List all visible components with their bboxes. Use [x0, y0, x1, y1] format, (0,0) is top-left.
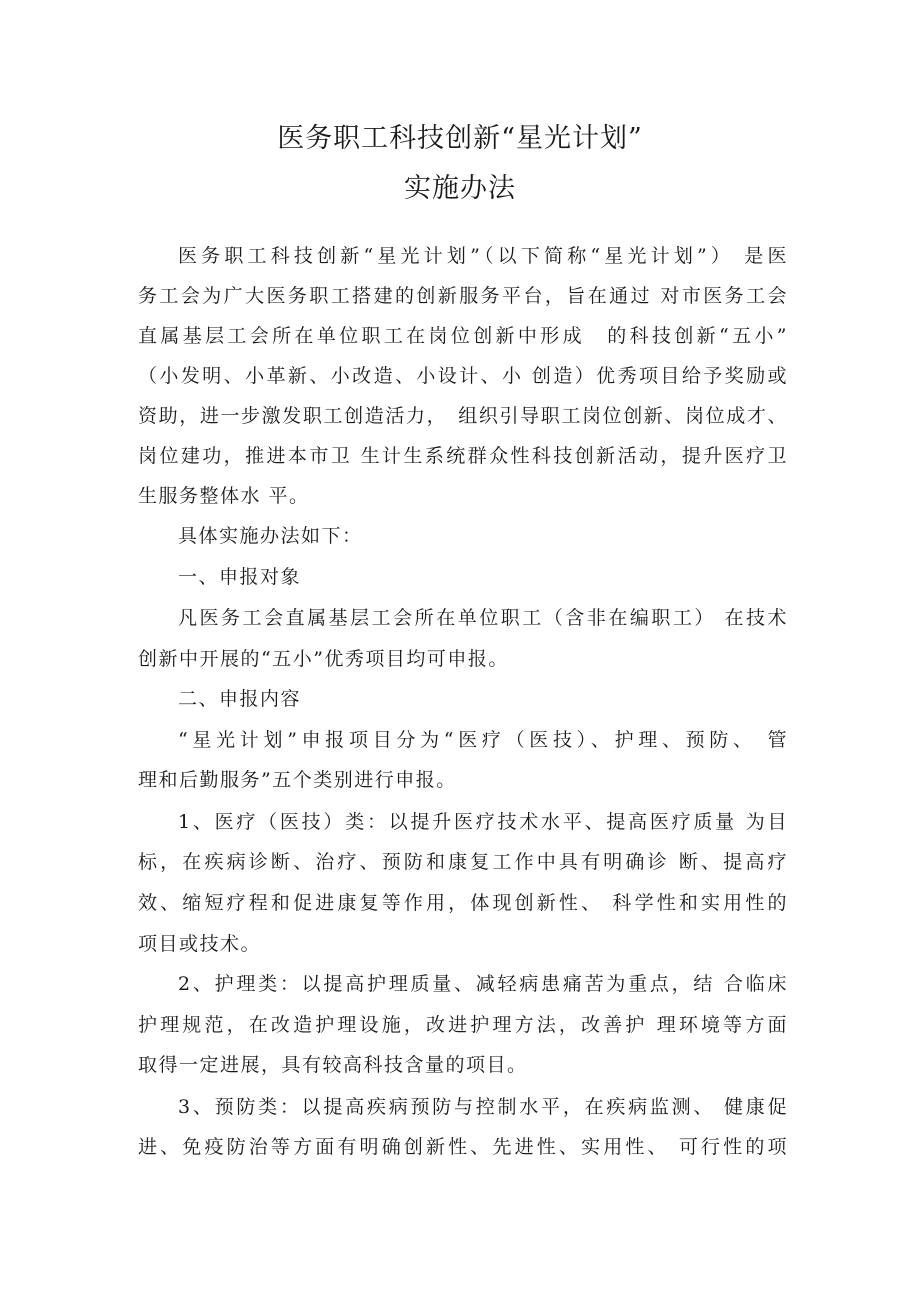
paragraph-line: 标，在疾病诊断、治疗、预防和康复工作中具有明确诊 断、提高疗 — [138, 851, 788, 873]
paragraph-line: “星光计划”申报项目分为“医疗（医技）、护理、预防、 管 — [178, 729, 788, 751]
paragraph-line: 具体实施办法如下： — [178, 525, 363, 547]
paragraph-line: 岗位建功，推进本市卫 生计生系统群众性科技创新活动，提升医疗卫 — [138, 445, 788, 467]
section-heading: 二、申报内容 — [178, 688, 302, 710]
paragraph-line: 医务职工科技创新“星光计划”（以下简称“星光计划”） 是医 — [178, 245, 788, 267]
document-title: 医务职工科技创新“星光计划” — [277, 123, 643, 154]
document-subtitle: 实施办法 — [404, 173, 516, 204]
paragraph-line: 进、免疫防治等方面有明确创新性、先进性、实用性、 可行性的项 — [138, 1136, 788, 1158]
paragraph-line: 资助，进一步激发职工创造活力， 组织引导职工岗位创新、岗位成才、 — [138, 405, 788, 427]
paragraph-line: （小发明、小革新、小改造、小设计、小 创造）优秀项目给予奖励或 — [138, 365, 788, 387]
paragraph-line: 项目或技术。 — [138, 933, 262, 955]
paragraph-line: 2、护理类：以提高护理质量、减轻病患痛苦为重点，结 合临床 — [178, 973, 788, 995]
paragraph-line: 护理规范，在改造护理设施，改进护理方法，改善护 理环境等方面 — [138, 1014, 788, 1036]
paragraph-line: 取得一定进展，具有较高科技含量的项目。 — [138, 1054, 528, 1076]
paragraph-line: 务工会为广大医务职工搭建的创新服务平台，旨在通过 对市医务工会 — [138, 285, 788, 307]
paragraph-line: 直属基层工会所在单位职工在岗位创新中形成 的科技创新“五小” — [138, 325, 788, 347]
paragraph-line: 生服务整体水 平。 — [138, 485, 310, 507]
section-heading: 一、申报对象 — [178, 566, 302, 588]
paragraph-line: 效、缩短疗程和促进康复等作用，体现创新性、 科学性和实用性的 — [138, 892, 788, 914]
paragraph-line: 创新中开展的“五小”优秀项目均可申报。 — [138, 648, 509, 670]
paragraph-line: 凡医务工会直属基层工会所在单位职工（含非在编职工） 在技术 — [178, 607, 788, 629]
paragraph-line: 1、医疗（医技）类：以提升医疗技术水平、提高医疗质量 为目 — [178, 811, 788, 833]
paragraph-line: 3、预防类：以提高疾病预防与控制水平，在疾病监测、 健康促 — [178, 1096, 788, 1118]
paragraph-line: 理和后勤服务”五个类别进行申报。 — [138, 769, 457, 791]
